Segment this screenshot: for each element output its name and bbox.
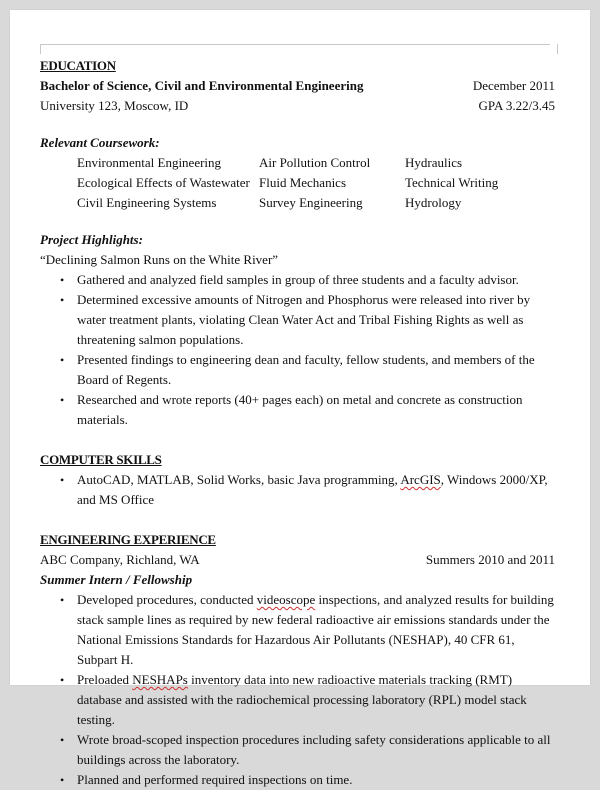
- course-item: Air Pollution Control: [259, 155, 371, 170]
- employment-dates: Summers 2010 and 2011: [425, 552, 555, 567]
- course-item: Environmental Engineering: [77, 155, 222, 170]
- skills-text-c: , Windows 2000/XP, and MS Office: [77, 472, 548, 507]
- course-grid: [77, 153, 555, 213]
- margin-guide: [40, 44, 550, 45]
- list-item: • Planned and performed required inspections on time.: [77, 770, 555, 790]
- degree: Bachelor of Science, Civil and Environmental Engineering: [40, 78, 364, 93]
- exp-text-neshaps: NESHAPs: [132, 672, 188, 687]
- exp-text-videoscope: videoscope: [256, 592, 316, 607]
- experience-heading: ENGINEERING EXPERIENCE: [40, 532, 216, 547]
- exp-text: Preloaded: [77, 672, 133, 687]
- course-item: Civil Engineering Systems: [77, 195, 217, 210]
- list-item: • Determined excessive amounts of Nitrogen and Phosphorus were released into river by water treatment plants, violating Clean Water Act and Tribal Fishing Rights as well as threatening salmon populations.: [77, 290, 555, 350]
- role-title: Summer Intern / Fellowship: [40, 572, 193, 587]
- exp-text: inspections, and analyzed results for building stack sample lines as required by new federal radioactive air emissions standards under the National Emissions Standards for Hazardous Air Pollutants (NESHAP), 40 CFR 61, Subpart H.: [77, 592, 554, 667]
- exp-text: Developed procedures, conducted: [77, 592, 257, 607]
- skills-text-a: AutoCAD, MATLAB, Solid Works, basic Java programming,: [77, 472, 401, 487]
- experience-bullets: [40, 590, 555, 790]
- gpa: GPA 3.22/3.45: [478, 98, 555, 113]
- margin-corner-right: [547, 44, 558, 54]
- education-heading: EDUCATION: [40, 58, 116, 73]
- skills-heading: COMPUTER SKILLS: [40, 452, 162, 467]
- company-row: [40, 550, 555, 570]
- margin-corner-left: [40, 44, 51, 54]
- list-item: • Wrote broad-scoped inspection procedures including safety considerations applicable to all buildings across the laboratory.: [77, 730, 555, 770]
- list-item: • Researched and wrote reports (40+ pages each) on metal and concrete as construction materials.: [77, 390, 555, 430]
- coursework-label: Relevant Coursework:: [40, 135, 160, 150]
- list-item: [77, 590, 555, 670]
- degree-row: [40, 76, 555, 96]
- company: ABC Company, Richland, WA: [40, 552, 200, 567]
- course-item: Fluid Mechanics: [259, 175, 347, 190]
- list-item: [77, 470, 555, 510]
- project-title: “Declining Salmon Runs on the White River”: [40, 252, 279, 267]
- course-item: Ecological Effects of Wastewater: [77, 175, 250, 190]
- course-item: Survey Engineering: [259, 195, 363, 210]
- course-item: Technical Writing: [405, 175, 499, 190]
- course-item: Hydrology: [405, 195, 462, 210]
- project-bullets: [40, 270, 555, 430]
- resume-content: [40, 56, 555, 790]
- resume-page: [10, 10, 590, 787]
- skills-bullets: [40, 470, 555, 510]
- exp-text: inventory data into new radioactive materials tracking (RMT) database and assisted with the radiochemical processing laboratory (RPL) model stack testing.: [77, 672, 527, 727]
- project-label: Project Highlights:: [40, 232, 143, 247]
- list-item: [77, 670, 555, 730]
- skills-text-arcgis: ArcGIS: [400, 472, 441, 487]
- school-row: [40, 96, 555, 116]
- graduation-date: December 2011: [472, 78, 555, 93]
- course-item: Hydraulics: [405, 155, 463, 170]
- list-item: • Presented findings to engineering dean and faculty, fellow students, and members of the Board of Regents.: [77, 350, 555, 390]
- school: University 123, Moscow, ID: [40, 98, 189, 113]
- list-item: • Gathered and analyzed field samples in group of three students and a faculty advisor.: [77, 270, 555, 290]
